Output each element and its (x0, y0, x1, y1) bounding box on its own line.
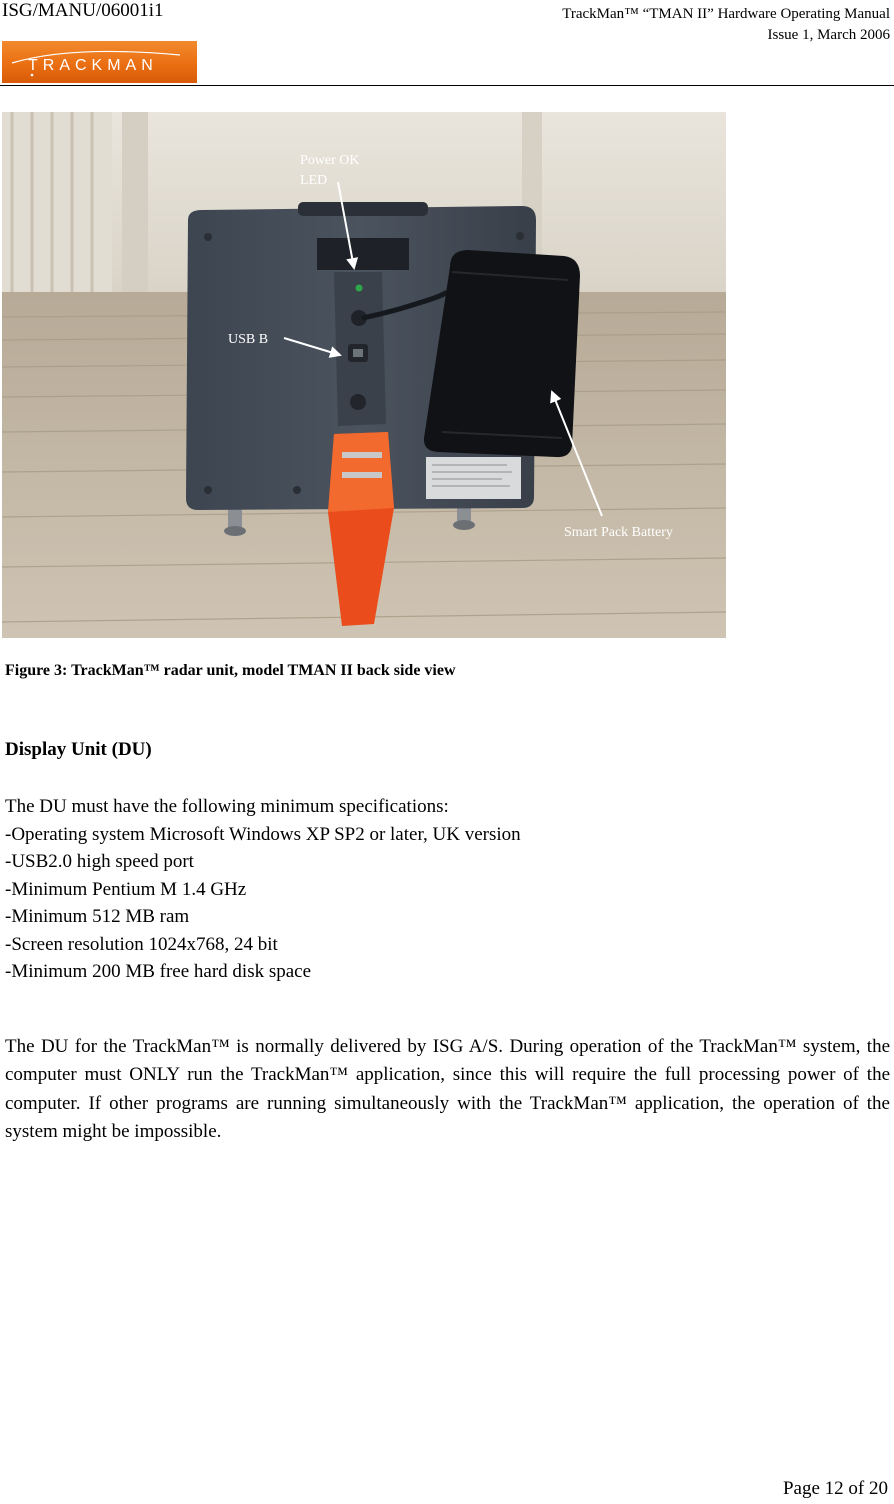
du-paragraph: The DU for the TrackMan™ is normally delivered by ISG A/S. During operation of the TrackMan™ system, the computer must ONLY run the TrackMan™ application, since this will require the full processing power of the computer. If other programs are running simultaneously with the TrackMan™ application, the operation of the system might be impossible. (5, 1036, 890, 1142)
spec-item: -Minimum 200 MB free hard disk space (5, 961, 312, 982)
logo-text: TRACKMAN (28, 57, 158, 74)
spec-list (5, 793, 521, 986)
spec-item: -Minimum Pentium M 1.4 GHz (5, 878, 247, 900)
callout-power-led-line2: LED (300, 173, 328, 188)
callout-usb: USB B (228, 332, 269, 347)
header-rule (0, 85, 894, 86)
spec-item: -Minimum 512 MB ram (5, 906, 190, 927)
section-title: Display Unit (DU) (5, 739, 152, 760)
spec-intro: The DU must have the following minimum specifications: (5, 796, 449, 817)
issue-date: Issue 1, March 2006 (767, 27, 890, 43)
page-number: Page 12 of 20 (782, 1478, 888, 1499)
spec-item: -USB2.0 high speed port (5, 851, 194, 872)
figure-caption: Figure 3: TrackMan™ radar unit, model TMAN II back side view (5, 662, 456, 679)
callout-power-led-line1: Power OK (300, 153, 360, 168)
spec-item: -Screen resolution 1024x768, 24 bit (5, 933, 278, 955)
device-photo (2, 112, 726, 638)
callout-battery: Smart Pack Battery (564, 525, 673, 540)
document-id: ISG/MANU/06001i1 (2, 0, 164, 21)
spec-item: -Operating system Microsoft Windows XP SP2 or later, UK version (5, 823, 521, 845)
logo-graphic (2, 41, 197, 83)
trackman-logo (2, 41, 197, 83)
manual-title: TrackMan™ “TMAN II” Hardware Operating Manual (562, 6, 890, 22)
header-right (562, 4, 890, 46)
